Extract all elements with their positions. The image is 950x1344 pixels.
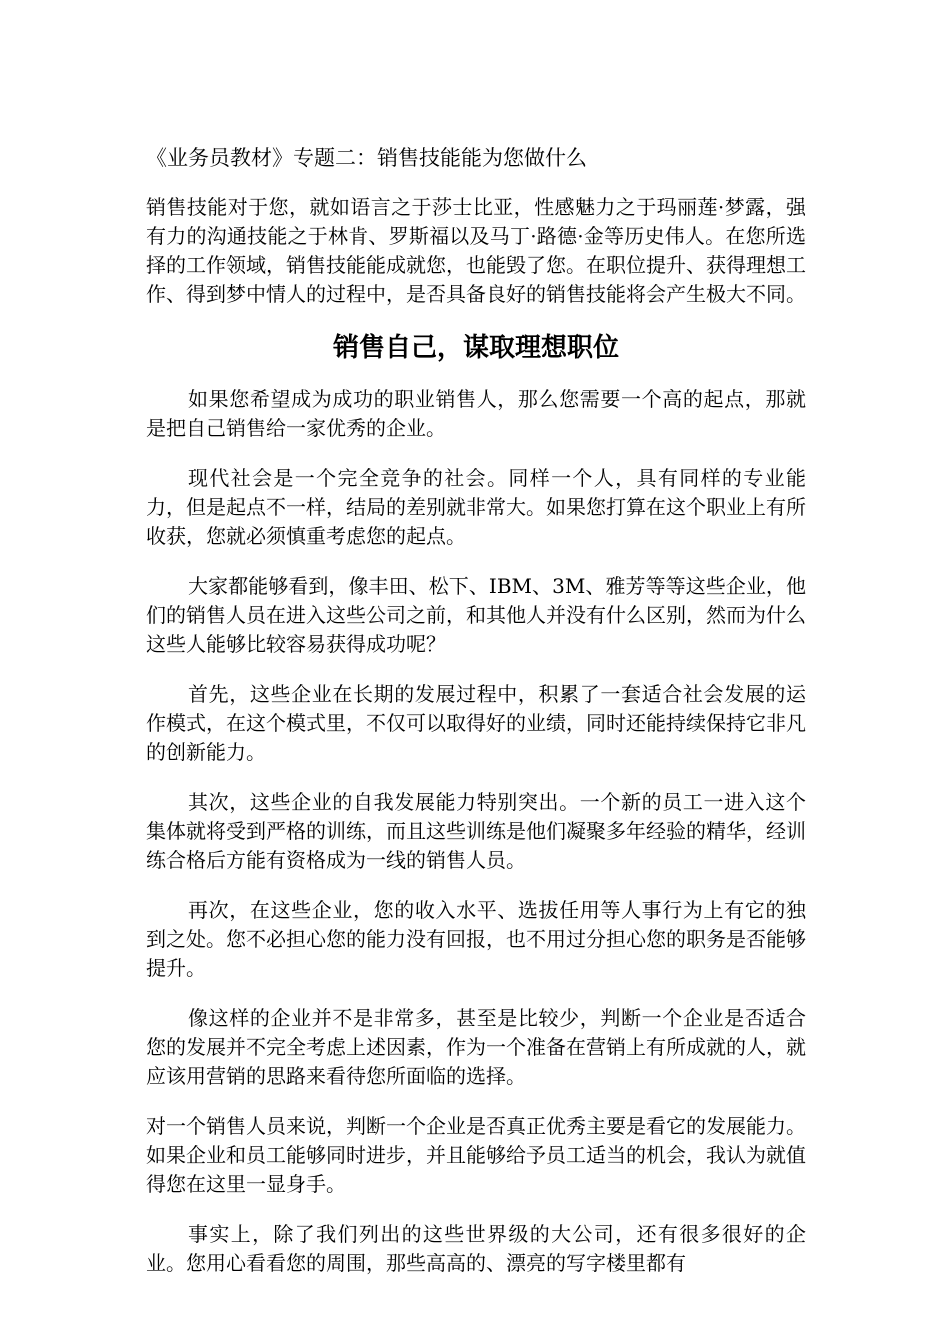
- body-paragraph: 如果您希望成为成功的职业销售人，那么您需要一个高的起点，那就是把自己销售给一家优秀的企业。: [146, 387, 806, 440]
- section-heading: 销售自己，谋取理想职位: [332, 333, 619, 363]
- judgement-paragraph: 对一个销售人员来说，判断一个企业是否真正优秀主要是看它的发展能力。如果企业和员工能够同时进步，并且能够给予员工适当的机会，我认为就值得您在这里一显身手。: [146, 1114, 806, 1196]
- body-paragraph: 现代社会是一个完全竞争的社会。同样一个人，具有同样的专业能力，但是起点不一样，结局的差别就非常大。如果您打算在这个职业上有所收获，您就必须慎重考虑您的起点。: [146, 466, 806, 548]
- last-paragraph: 事实上，除了我们列出的这些世界级的大公司，还有很多很好的企业。您用心看看您的周围，那些高高的、漂亮的写字楼里都有: [146, 1222, 806, 1275]
- body-paragraph: 首先，这些企业在长期的发展过程中，积累了一套适合社会发展的运作模式，在这个模式里，不仅可以取得好的业绩，同时还能持续保持它非凡的创新能力。: [146, 682, 806, 764]
- body-paragraph: 像这样的企业并不是非常多，甚至是比较少，判断一个企业是否适合您的发展并不完全考虑上述因素，作为一个准备在营销上有所成就的人，就应该用营销的思路来看待您所面临的选择。: [146, 1006, 806, 1088]
- body-paragraph: 其次，这些企业的自我发展能力特别突出。一个新的员工一进入这个集体就将受到严格的训练，而且这些训练是他们凝聚多年经验的精华，经训练合格后方能有资格成为一线的销售人员。: [146, 790, 806, 872]
- document-title: 《业务员教材》专题二：销售技能能为您做什么: [146, 146, 587, 170]
- document-page: [146, 143, 806, 1299]
- body-paragraph: 再次，在这些企业，您的收入水平、选拔任用等人事行为上有它的独到之处。您不必担心您的能力没有回报，也不用过分担心您的职务是否能够提升。: [146, 898, 806, 980]
- intro-paragraph: 销售技能对于您，就如语言之于莎士比亚，性感魅力之于玛丽莲·梦露，强有力的沟通技能之于林肯、罗斯福以及马丁·路德·金等历史伟人。在您所选择的工作领域，销售技能能成就您，也能毁了您。在职位提升、获得理想工作、得到梦中情人的过程中，是否具备良好的销售技能将会产生极大不同。: [146, 195, 806, 306]
- body-paragraph: 大家都能够看到，像丰田、松下、IBM、3M、雅芳等等这些企业，他们的销售人员在进入这些公司之前，和其他人并没有什么区别，然而为什么这些人能够比较容易获得成功呢？: [146, 574, 806, 656]
